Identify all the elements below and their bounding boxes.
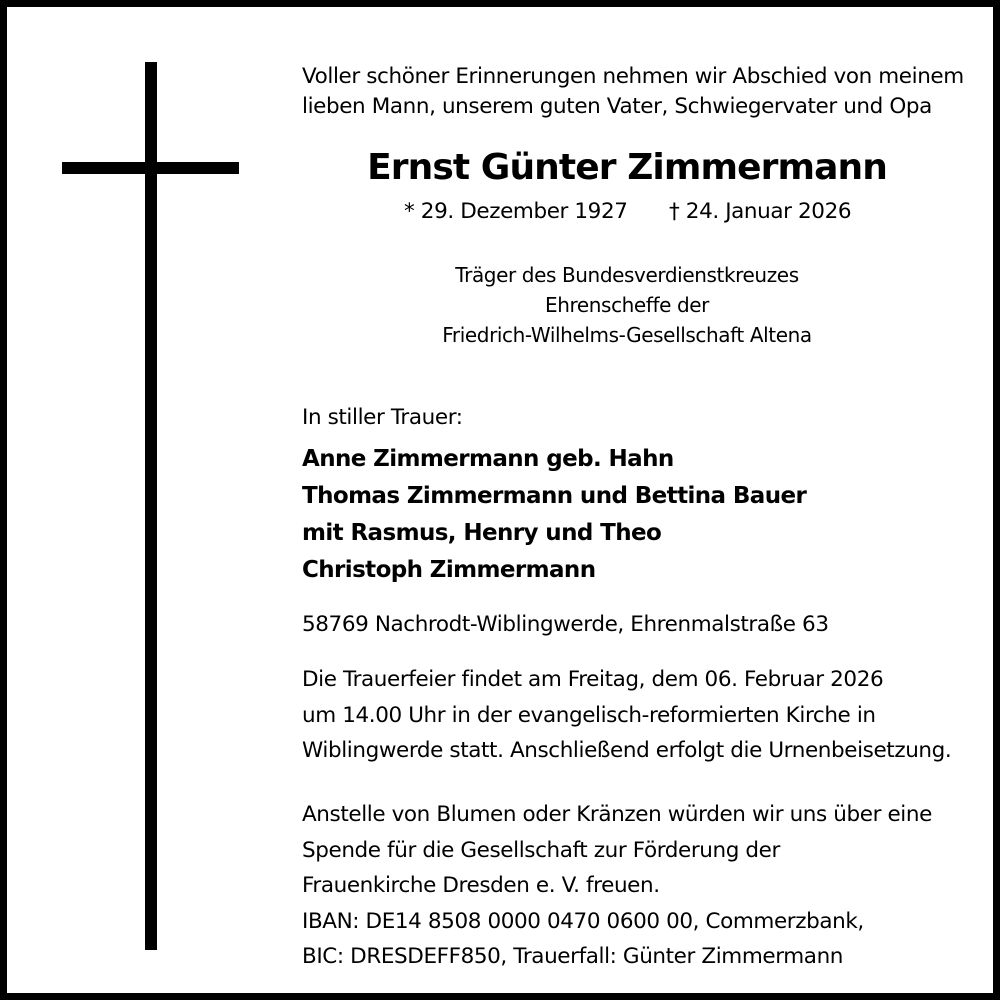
cross-icon <box>145 62 157 950</box>
honors-line: Ehrenscheffe der <box>544 293 710 317</box>
funeral-line: um 14.00 Uhr in der evangelisch-reformierten Kirche in <box>302 702 876 728</box>
mourner-name: Anne Zimmermann geb. Hahn <box>302 446 674 472</box>
donation-line: Anstelle von Blumen oder Kränzen würden wir uns über eine <box>302 802 932 827</box>
family-address: 58769 Nachrodt-Wiblingwerde, Ehrenmalstraße 63 <box>302 612 829 637</box>
donation-line: Frauenkirche Dresden e. V. freuen. <box>302 873 660 898</box>
birth-date: * 29. Dezember 1927 <box>404 199 628 224</box>
death-date: † 24. Januar 2026 <box>669 199 852 224</box>
intro-text <box>302 62 964 122</box>
mourner-name: Christoph Zimmermann <box>302 557 596 583</box>
mourning-label: In stiller Trauer: <box>302 405 463 430</box>
donation-iban: IBAN: DE14 8508 0000 0470 0600 00, Commerzbank, <box>302 908 864 934</box>
intro-line: lieben Mann, unserem guten Vater, Schwiegervater und Opa <box>302 94 932 119</box>
funeral-line: Wiblingwerde statt. Anschließend erfolgt die Urnenbeisetzung. <box>302 738 952 763</box>
donation-bic: BIC: DRESDEFF850, Trauerfall: Günter Zimmermann <box>302 944 844 969</box>
funeral-info <box>302 662 951 769</box>
donation-line: Spende für die Gesellschaft zur Förderung der <box>302 837 780 863</box>
honors-line: Friedrich-Wilhelms-Gesellschaft Altena <box>442 323 812 347</box>
funeral-line: Die Trauerfeier findet am Freitag, dem 06. Februar 2026 <box>302 667 884 692</box>
mourner-name: mit Rasmus, Henry und Theo <box>302 520 662 546</box>
intro-line: Voller schöner Erinnerungen nehmen wir Abschied von meinem <box>302 64 964 89</box>
mourner-name: Thomas Zimmermann und Bettina Bauer <box>302 483 807 509</box>
mourners-list <box>302 441 806 589</box>
honors-line: Träger des Bundesverdienstkreuzes <box>455 263 799 287</box>
honors-block <box>300 260 954 350</box>
donation-info <box>302 797 932 975</box>
deceased-name: Ernst Günter Zimmermann <box>367 147 887 188</box>
cross-icon-crossbar <box>62 162 239 174</box>
